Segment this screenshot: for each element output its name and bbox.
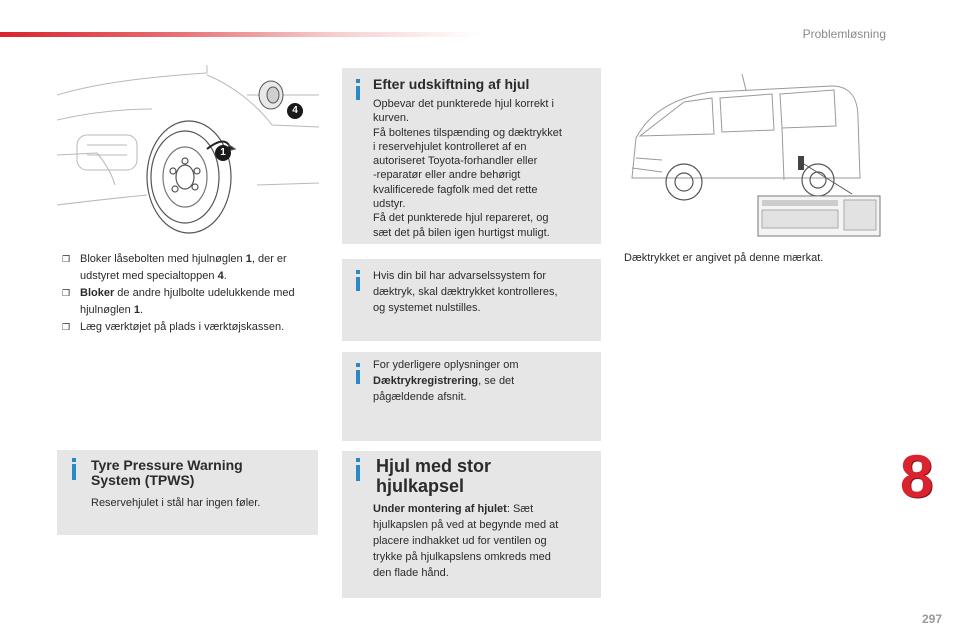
hubcap-title: Hjul med stor hjulkapsel [376, 456, 492, 496]
after-change-title: Efter udskiftning af hjul [373, 76, 530, 92]
page-number: 297 [921, 612, 942, 626]
step-item: ❒ Bloker låsebolten med hjulnøglen 1, der er udstyret med specialtoppen 4. [62, 253, 287, 282]
section-title: Problemløsning [802, 27, 886, 41]
info-icon [356, 86, 360, 100]
tpws-title: Tyre Pressure Warning System (TPWS) [91, 457, 243, 488]
step-bullet-icon: ❒ [62, 254, 71, 264]
chapter-number: 8 [900, 443, 934, 510]
label-location-marker [798, 156, 804, 170]
info-icon-dot [356, 270, 360, 274]
hubcap-text: Under montering af hjulet: Sæt hjulkapslen på ved at begynde med at placere indhakket ud for ventilen og trykke på hjulkapslens omkreds med den flade hånd. [373, 503, 559, 579]
info-icon-dot [356, 79, 360, 83]
info-icon [356, 370, 360, 384]
wheel-drawing [57, 65, 319, 243]
more-info-text: For yderligere oplysninger om Dæktrykregistrering, se det pågældende afsnit. [373, 359, 519, 403]
header-accent-bar [0, 32, 480, 37]
wheel-illustration [57, 65, 319, 243]
info-icon [356, 465, 360, 481]
info-icon [356, 277, 360, 291]
callout-1-badge: 1 [215, 145, 231, 161]
warning-system-text: Hvis din bil har advarselssystem for dæktryk, skal dæktrykket kontrolleres, og systemet nulstilles. [373, 270, 558, 314]
tpws-text: Reservehjulet i stål har ingen føler. [91, 497, 261, 509]
step-item: ❒ Læg værktøjet på plads i værktøjskassen. [62, 319, 322, 336]
after-change-text: Opbevar det punkterede hjul korrekt i kurven. Få boltenes tilspænding og dæktrykket i reservehjulet kontrolleret af en autoriseret Toyota-forhandler eller -reparatør eller andre behørigt kvalificerede fagfolk med det rette udstyr. Få det punkterede hjul repareret, og sæt det på bilen igen hurtigst muligt. [373, 98, 562, 239]
van-illustration [622, 68, 884, 244]
step-bullet-icon: ❒ [62, 322, 71, 332]
van-label-caption: Dæktrykket er angivet på denne mærkat. [624, 252, 824, 264]
van-drawing [622, 68, 884, 244]
tpws-box [57, 450, 318, 535]
more-info-box [342, 352, 601, 441]
info-icon-dot [356, 458, 360, 462]
warning-system-box [342, 259, 601, 341]
info-icon-dot [356, 363, 360, 367]
info-icon [72, 464, 76, 480]
after-change-box [342, 68, 601, 244]
pressure-label-sticker [758, 196, 880, 236]
step-bullet-icon: ❒ [62, 288, 71, 298]
callout-4-badge: 4 [287, 103, 303, 119]
step-item: ❒ Bloker de andre hjulbolte udelukkende med hjulnøglen 1. [62, 287, 295, 316]
step-list [62, 251, 322, 336]
hubcap-box [342, 451, 601, 598]
info-icon-dot [72, 458, 76, 462]
